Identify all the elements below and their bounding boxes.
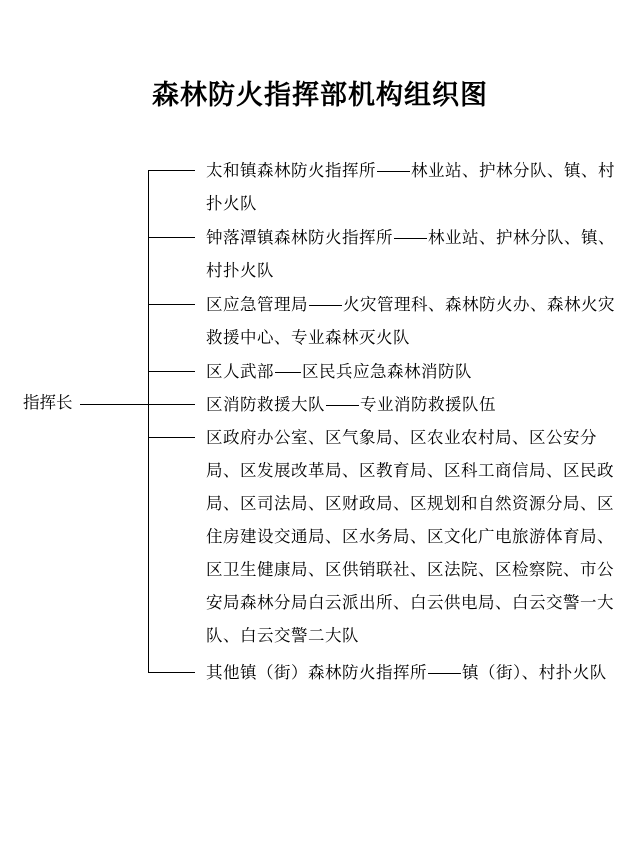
- root-node-commander: 指挥长: [23, 393, 73, 412]
- node-other-towns: [206, 656, 618, 689]
- node-subunits: 专业消防救援队伍: [360, 395, 496, 414]
- branch-line: [148, 672, 195, 673]
- node-government-departments: [206, 421, 618, 652]
- node-subunits: 林业站、护林分队、镇、村扑火队: [206, 228, 615, 280]
- node-name: 钟落潭镇森林防火指挥所: [206, 228, 393, 247]
- node-name: 其他镇（街）森林防火指挥所: [206, 663, 427, 682]
- node-name: 区人武部: [206, 362, 274, 381]
- chart-title: 森林防火指挥部机构组织图: [152, 80, 488, 111]
- branch-line: [148, 304, 195, 305]
- branch-line: [148, 437, 195, 438]
- node-zhongluotan-town: [206, 221, 618, 287]
- trunk-line: [148, 170, 149, 672]
- node-subunits: 镇（街）、村扑火队: [462, 663, 607, 682]
- node-subunits: 林业站、护林分队、镇、村扑火队: [206, 161, 615, 213]
- connector-dash: [377, 171, 410, 172]
- branch-line: [148, 404, 195, 405]
- node-name: 区消防救援大队: [206, 395, 325, 414]
- node-fire-rescue-brigade: [206, 388, 618, 421]
- connector-dash: [275, 372, 301, 373]
- branch-line: [148, 237, 195, 238]
- connector-dash: [394, 238, 427, 239]
- node-armed-forces: [206, 355, 618, 388]
- root-connector-line: [80, 404, 148, 405]
- node-subunits: 区政府办公室、区气象局、区农业农村局、区公安分局、区发展改革局、区教育局、区科工商信局、区民政局、区司法局、区财政局、区规划和自然资源分局、区住房建设交通局、区水务局、区文化广电旅游体育局、区卫生健康局、区供销联社、区法院、区检察院、市公安局森林分局白云派出所、白云供电局、白云交警一大队、白云交警二大队: [206, 428, 614, 645]
- branch-line: [148, 170, 195, 171]
- branch-line: [148, 371, 195, 372]
- node-emergency-bureau: [206, 288, 618, 354]
- node-subunits: 区民兵应急森林消防队: [302, 362, 472, 381]
- node-name: 太和镇森林防火指挥所: [206, 161, 376, 180]
- node-taihe-town: [206, 154, 618, 220]
- connector-dash: [428, 673, 461, 674]
- node-subunits: 火灾管理科、森林防火办、森林火灾救援中心、专业森林灭火队: [206, 295, 615, 347]
- node-name: 区应急管理局: [206, 295, 308, 314]
- connector-dash: [309, 305, 342, 306]
- connector-dash: [326, 405, 359, 406]
